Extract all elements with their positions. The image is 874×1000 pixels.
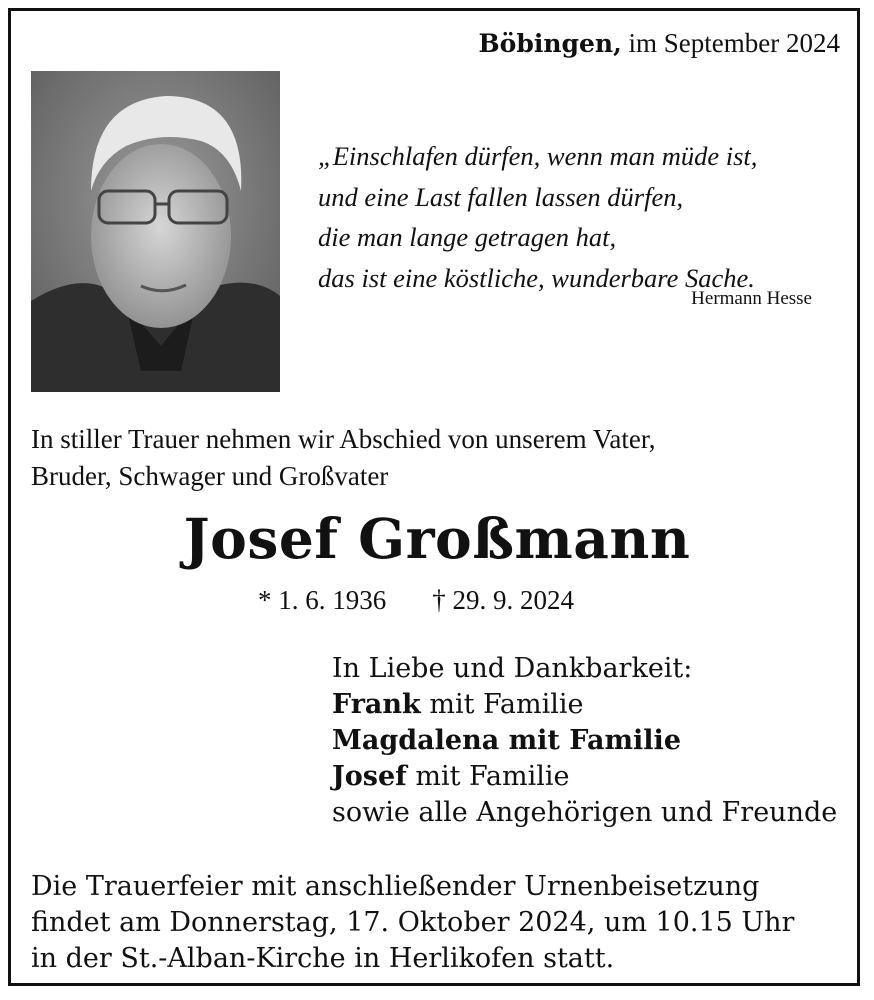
quote-author: Hermann Hesse — [691, 288, 812, 309]
death-date: † 29. 9. 2024 — [432, 585, 574, 615]
quote — [318, 136, 757, 298]
portrait-photo — [31, 71, 280, 392]
deceased-name: Josef Großmann — [183, 506, 691, 571]
mourner-entry — [332, 687, 837, 723]
mourner-suffix: mit Familie — [406, 761, 570, 792]
place-date — [479, 28, 840, 59]
mourner-name: Frank — [332, 689, 421, 720]
quote-line: das ist eine köstliche, wunderbare Sache. — [318, 262, 755, 293]
intro-line: In stiller Trauer nehmen wir Abschied von unserem Vater, — [31, 424, 656, 454]
quote-line: „Einschlafen dürfen, wenn man müde ist, — [318, 141, 758, 171]
mourner-entry — [332, 723, 837, 759]
ceremony-line: findet am Donnerstag, 17. Oktober 2024, um 10.15 Uhr — [31, 907, 795, 938]
birth-date: * 1. 6. 1936 — [258, 585, 387, 615]
date: im September 2024 — [621, 28, 840, 58]
quote-line: die man lange getragen hat, — [318, 222, 617, 252]
ceremony-info — [31, 869, 794, 977]
quote-line: und eine Last fallen lassen dürfen, — [318, 181, 684, 212]
intro-line: Bruder, Schwager und Großvater — [31, 461, 389, 491]
life-dates — [258, 585, 574, 616]
mourner-name: Magdalena mit Familie — [332, 725, 681, 756]
place: Böbingen, — [478, 29, 622, 58]
mourners-closing: sowie alle Angehörigen und Freunde — [332, 797, 838, 828]
mourner-suffix: mit Familie — [420, 689, 584, 720]
mourner-name: Josef — [332, 761, 407, 792]
mourners-heading: In Liebe und Dankbarkeit: — [332, 653, 693, 684]
ceremony-line: Die Trauerfeier mit anschließender Urnenbeisetzung — [31, 871, 760, 902]
portrait-photo-icon — [31, 71, 280, 392]
mourner-entry — [332, 759, 837, 795]
mourners-list — [332, 651, 837, 831]
intro-text — [31, 421, 656, 495]
ceremony-line: in der St.-Alban-Kirche in Herlikofen statt. — [31, 943, 615, 974]
